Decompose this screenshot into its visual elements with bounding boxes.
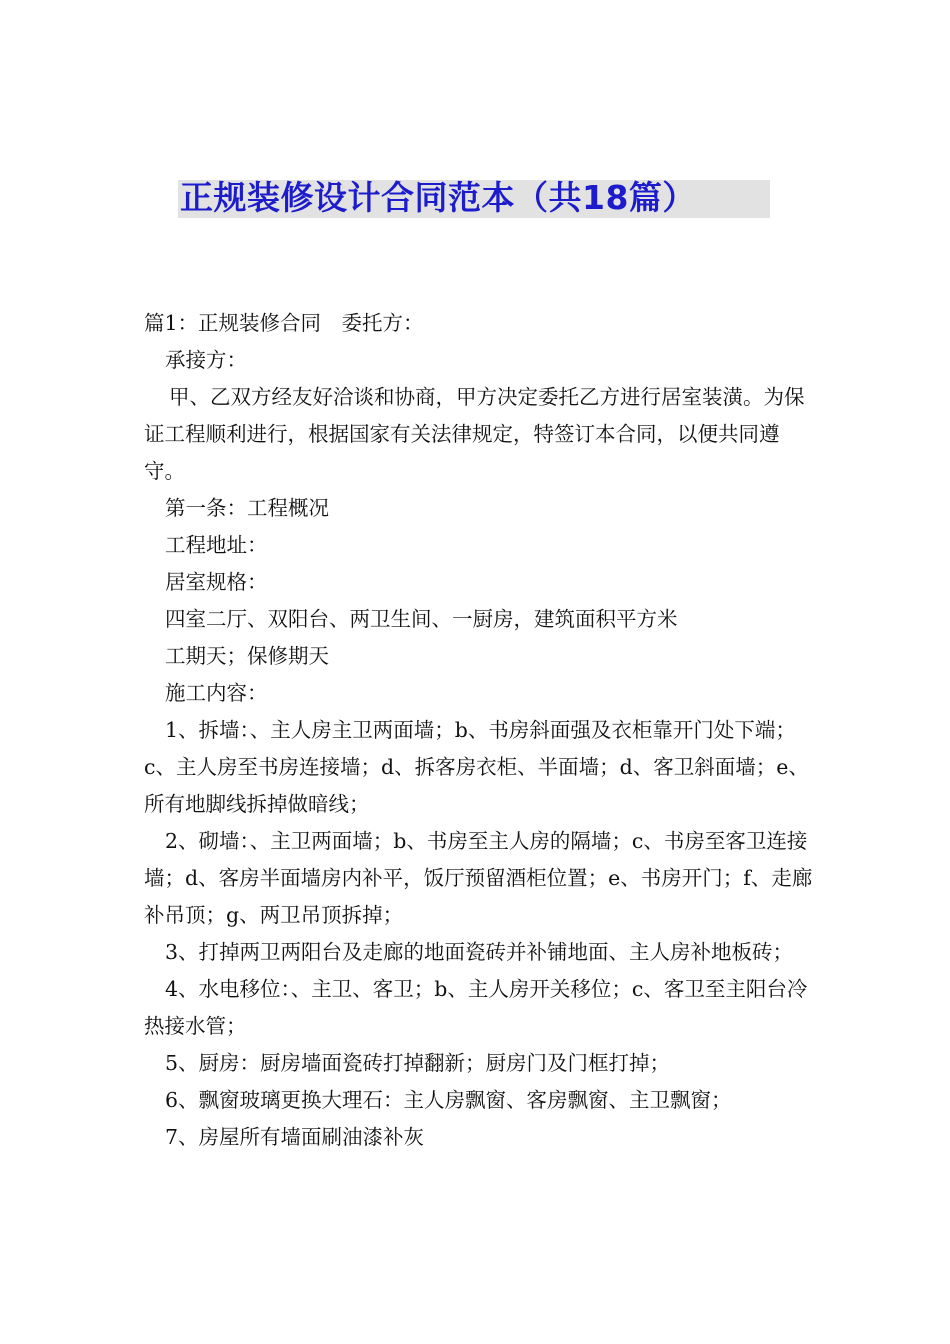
paragraph-duration: 工期天；保修期天 (165, 644, 329, 668)
paragraph-room-spec: 居室规格： (165, 570, 268, 594)
paragraph-item-5: 5、厨房：厨房墙面瓷砖打掉翻新；厨房门及门框打掉； (165, 1051, 671, 1075)
paragraph-contractor: 承接方： (165, 348, 247, 372)
paragraph-item-7: 7、房屋所有墙面刷油漆补灰 (165, 1125, 425, 1149)
paragraph-item-6: 6、飘窗玻璃更换大理石：主人房飘窗、客房飘窗、主卫飘窗； (165, 1088, 732, 1112)
paragraph-item-3: 3、打掉两卫两阳台及走廊的地面瓷砖并补铺地面、主人房补地板砖； (165, 940, 794, 964)
paragraph-item-4: 4、水电移位：、主卫、客卫；b、主人房开关移位；c、客卫至主阳台冷热接水管； (144, 977, 808, 1038)
paragraph-item-2: 2、砌墙：、主卫两面墙；b、书房至主人房的隔墙；c、书房至客卫连接墙；d、客房半面墙房内补平，饭厅预留酒柜位置；e、书房开门；f、走廊补吊顶；g、两卫吊顶拆掉； (144, 829, 813, 927)
paragraph-heading-part1: 篇1：正规装修合同 委托方： (144, 311, 424, 335)
paragraph-article-1: 第一条：工程概况 (165, 496, 329, 520)
document-body (144, 305, 814, 1156)
paragraph-layout: 四室二厅、双阳台、两卫生间、一厨房，建筑面积平方米 (165, 607, 678, 631)
document-title: 正规装修设计合同范本（共18篇） (180, 178, 696, 217)
paragraph-item-1: 1、拆墙：、主人房主卫两面墙；b、书房斜面强及衣柜靠开门处下端；c、主人房至书房连接墙；d、拆客房衣柜、半面墙；d、客卫斜面墙；e、所有地脚线拆掉做暗线； (144, 718, 809, 816)
paragraph-scope: 施工内容： (165, 681, 268, 705)
paragraph-address: 工程地址： (165, 533, 268, 557)
paragraph-preamble: 甲、乙双方经友好洽谈和协商，甲方决定委托乙方进行居室装潢。为保证工程顺利进行，根据国家有关法律规定，特签订本合同，以便共同遵守。 (144, 385, 805, 483)
